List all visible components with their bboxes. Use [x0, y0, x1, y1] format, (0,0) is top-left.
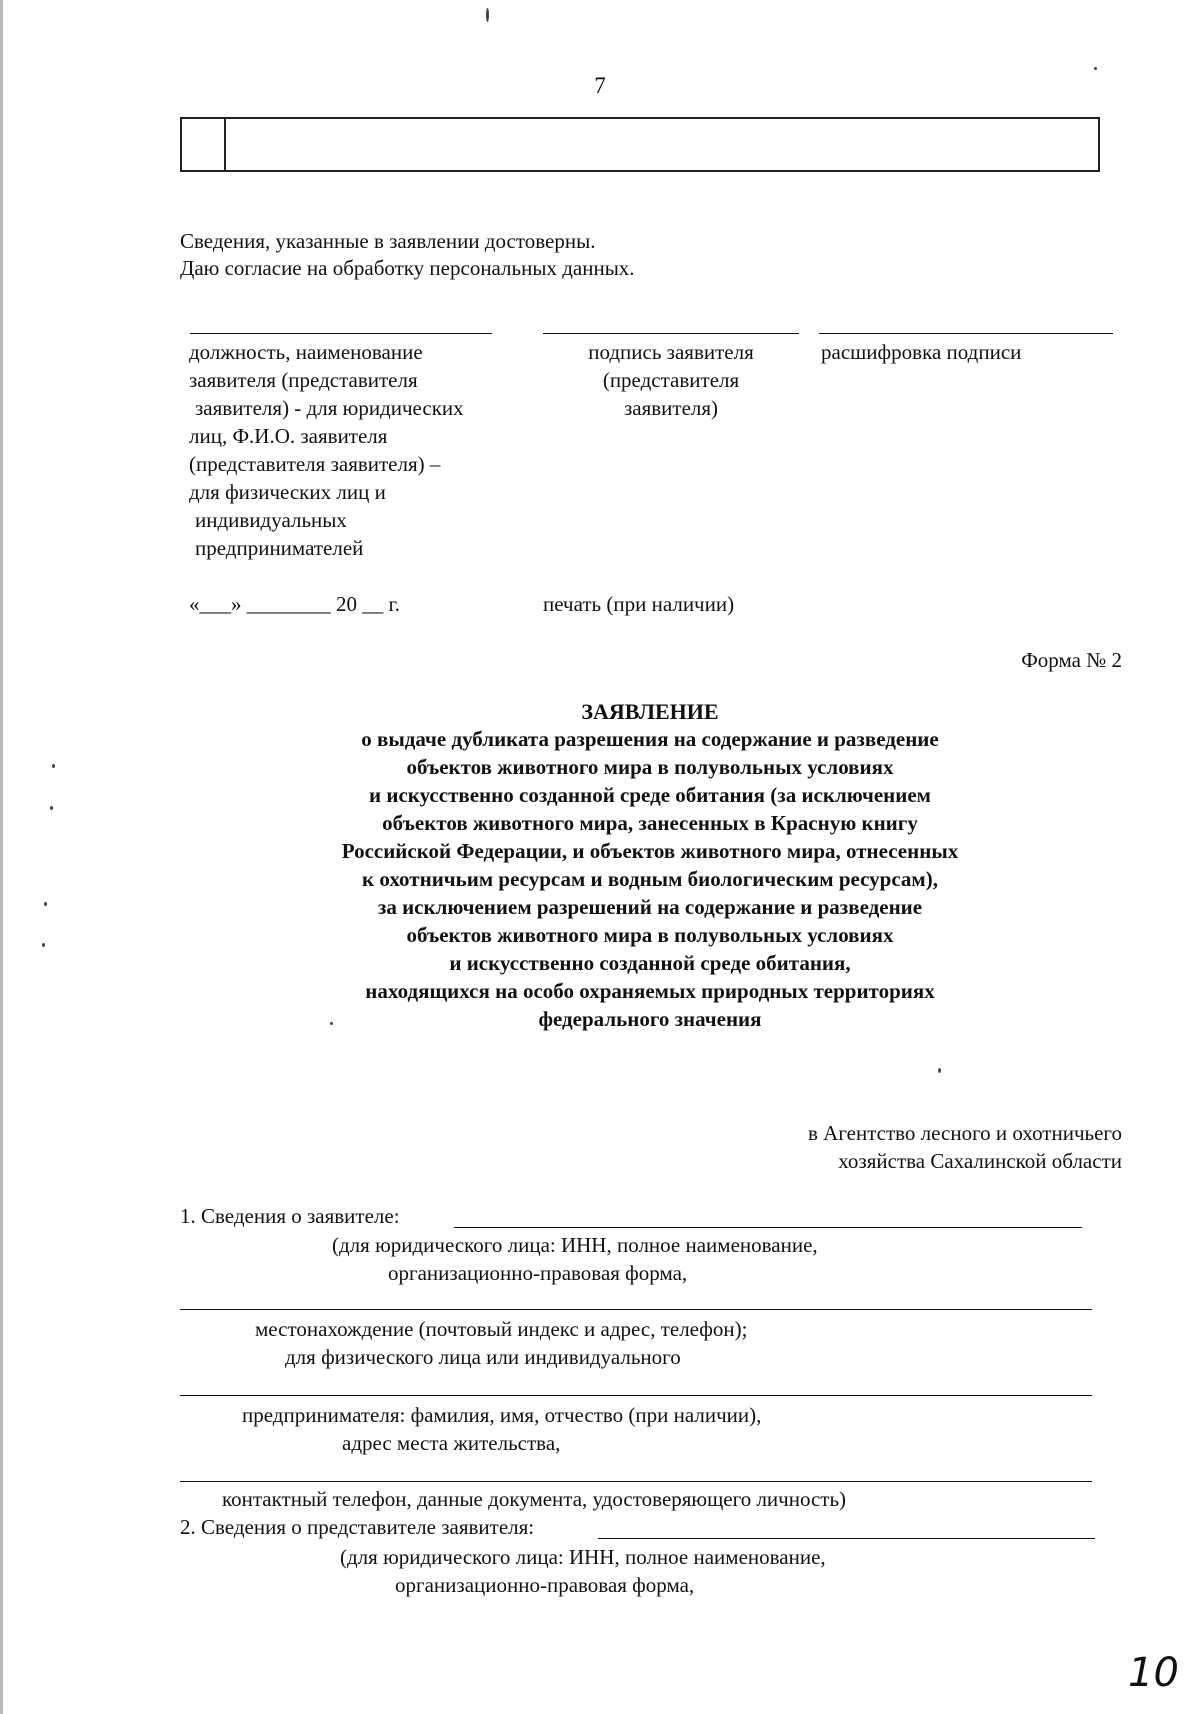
scan-speck	[330, 1022, 333, 1025]
scan-speck	[1094, 67, 1097, 70]
signature-line	[543, 333, 799, 334]
page-number: 7	[594, 73, 606, 98]
declaration-line-1: Сведения, указанные в заявлении достоверны.	[180, 229, 596, 253]
caption-line: (представителя заявителя) –	[189, 452, 441, 476]
scan-speck	[486, 8, 489, 22]
caption-line: должность, наименование	[189, 340, 423, 364]
scan-speck	[44, 902, 47, 906]
subtitle-line: о выдаче дубликата разрешения на содержание и разведение	[361, 727, 939, 751]
scan-speck	[52, 764, 55, 768]
section-1-hint: для физического лица или индивидуального	[285, 1345, 681, 1369]
stamp-caption: печать (при наличии)	[543, 592, 735, 616]
section-1-hint: (для юридического лица: ИНН, полное наименование,	[332, 1233, 818, 1257]
caption-line: для физических лиц и	[189, 480, 386, 504]
subtitle-line: находящихся на особо охраняемых природных территориях	[365, 979, 935, 1003]
subtitle-line: Российской Федерации, и объектов животного мира, отнесенных	[341, 839, 959, 863]
document-title: ЗАЯВЛЕНИЕ	[581, 699, 719, 724]
caption-line: индивидуальных	[195, 508, 347, 532]
addressee-line-2: хозяйства Сахалинской области	[838, 1149, 1122, 1173]
caption-line: заявителя (представителя	[189, 368, 418, 392]
caption-line: лиц, Ф.И.О. заявителя	[189, 424, 388, 448]
table-divider	[224, 119, 226, 170]
table-row	[180, 117, 1100, 172]
scan-speck	[938, 1068, 941, 1073]
applicant-field-line[interactable]	[180, 1309, 1092, 1310]
caption-line: предпринимателей	[195, 536, 364, 560]
subtitle-line: объектов животного мира в полувольных условиях	[406, 923, 894, 947]
form-label: Форма № 2	[1021, 648, 1122, 672]
section-1-hint: адрес места жительства,	[342, 1431, 561, 1455]
date-field: «___» ________ 20 __ г.	[189, 592, 400, 616]
addressee-line-1: в Агентство лесного и охотничьего	[808, 1121, 1122, 1145]
subtitle-line: объектов животного мира, занесенных в Красную книгу	[382, 811, 918, 835]
section-1-hint: предпринимателя: фамилия, имя, отчество (при наличии),	[242, 1403, 762, 1427]
caption-line: заявителя)	[623, 396, 719, 420]
declaration-line-2: Даю согласие на обработку персональных данных.	[180, 256, 635, 280]
caption-line: подпись заявителя	[588, 340, 754, 364]
section-2-hint: организационно-правовая форма,	[395, 1573, 695, 1597]
subtitle-line: за исключением разрешений на содержание и разведение	[377, 895, 923, 919]
handwritten-page-number: 10	[1128, 1650, 1179, 1696]
section-2-hint: (для юридического лица: ИНН, полное наименование,	[340, 1545, 826, 1569]
section-1-hint: местонахождение (почтовый индекс и адрес, телефон);	[255, 1317, 748, 1341]
subtitle-line: федерального значения	[538, 1007, 762, 1031]
scan-speck	[42, 943, 45, 947]
subtitle-line: и искусственно созданной среде обитания (за исключением	[369, 783, 931, 807]
caption-line: (представителя	[602, 368, 740, 392]
section-1-label: 1. Сведения о заявителе:	[180, 1204, 400, 1228]
applicant-field-line[interactable]	[454, 1227, 1082, 1228]
scan-speck	[50, 806, 53, 810]
subtitle-line: и искусственно созданной среде обитания,	[449, 951, 851, 975]
subtitle-line: объектов животного мира в полувольных условиях	[406, 755, 894, 779]
decryption-caption: расшифровка подписи	[821, 340, 1022, 364]
representative-field-line[interactable]	[598, 1538, 1095, 1539]
section-1-hint: организационно-правовая форма,	[388, 1261, 688, 1285]
section-1-hint: контактный телефон, данные документа, удостоверяющего личность)	[222, 1487, 847, 1511]
position-line	[190, 333, 492, 334]
subtitle-line: к охотничьим ресурсам и водным биологическим ресурсам),	[362, 867, 938, 891]
applicant-field-line[interactable]	[180, 1395, 1092, 1396]
applicant-field-line[interactable]	[180, 1481, 1092, 1482]
caption-line: заявителя) - для юридических	[195, 396, 464, 420]
section-2-label: 2. Сведения о представителе заявителя:	[180, 1515, 535, 1539]
decryption-line	[819, 333, 1113, 334]
